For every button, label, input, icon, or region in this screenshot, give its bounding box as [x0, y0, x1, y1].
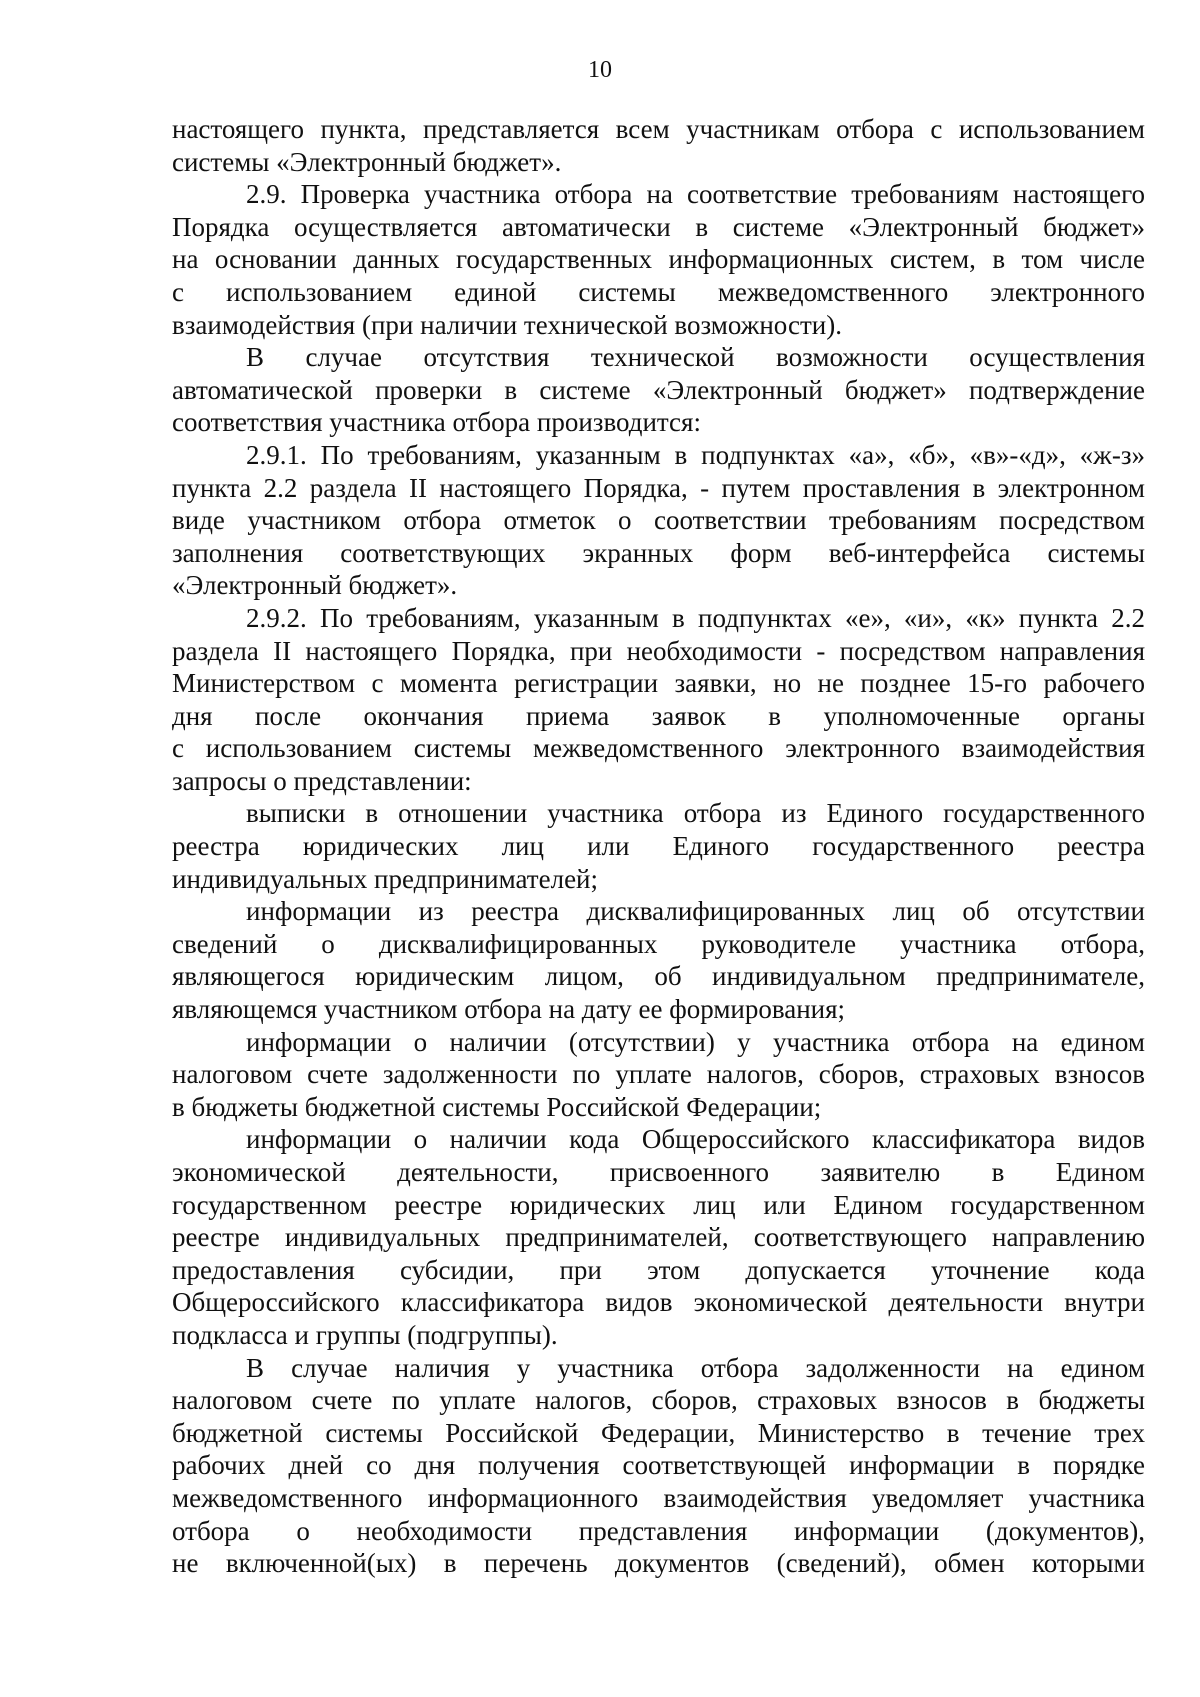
text-line: на основании данных государственных информационных систем, в том числе [172, 244, 1145, 275]
text-line: не включенной(ых) в перечень документов (сведений), обмен которыми [172, 1548, 1145, 1579]
text-line: налоговом счете по уплате налогов, сборов, страховых взносов в бюджеты [172, 1385, 1145, 1416]
text-line: бюджетной системы Российской Федерации, Министерство в течение трех [172, 1417, 1145, 1448]
text-line: экономической деятельности, присвоенного заявителю в Едином [172, 1157, 1145, 1187]
text-line: 2.9. Проверка участника отбора на соответствие требованиям настоящего [246, 179, 1145, 210]
text-line: с использованием единой системы межведомственного электронного [172, 276, 1145, 307]
text-line: информации о наличии (отсутствии) у участника отбора на едином [246, 1026, 1145, 1057]
text-line: реестра юридических лиц или Единого государственного реестра [172, 831, 1145, 862]
text-line: рабочих дней со дня получения соответствующей информации в порядке [172, 1450, 1145, 1481]
text-line: «Электронный бюджет». [172, 570, 458, 601]
text-line: государственном реестре юридических лиц или Едином государственном [172, 1189, 1145, 1220]
text-line: соответствия участника отбора производится: [172, 407, 701, 438]
text-line: настоящего пункта, представляется всем участникам отбора с использованием [172, 114, 1145, 144]
text-line: отбора о необходимости представления информации (документов), [172, 1515, 1145, 1546]
text-line: взаимодействия (при наличии технической возможности). [172, 309, 842, 340]
text-line: выписки в отношении участника отбора из Единого государственного [246, 798, 1145, 829]
text-line: являющегося юридическим лицом, об индивидуальном предпринимателе, [172, 961, 1145, 992]
text-line: автоматической проверки в системе «Электронный бюджет» подтверждение [172, 374, 1145, 405]
text-line: Министерством с момента регистрации заявки, но не позднее 15-го рабочего [172, 668, 1145, 699]
text-line: системы «Электронный бюджет». [172, 146, 562, 177]
text-line: информации из реестра дисквалифицированных лиц об отсутствии [246, 896, 1145, 927]
text-line: 2.9.2. По требованиям, указанным в подпунктах «е», «и», «к» пункта 2.2 [246, 602, 1145, 633]
text-line: налоговом счете задолженности по уплате налогов, сборов, страховых взносов [172, 1059, 1145, 1090]
text-line: Общероссийского классификатора видов экономической деятельности внутри [172, 1287, 1145, 1318]
text-line: в бюджеты бюджетной системы Российской Федерации; [172, 1091, 822, 1122]
text-line: предоставления субсидии, при этом допускается уточнение кода [172, 1254, 1145, 1285]
text-line: информации о наличии кода Общероссийского классификатора видов [246, 1124, 1145, 1155]
text-line: виде участником отбора отметок о соответствии требованиям посредством [172, 505, 1145, 536]
document-body [172, 113, 1145, 1580]
text-line: дня после окончания приема заявок в уполномоченные органы [172, 700, 1145, 731]
page-number: 10 [588, 57, 612, 83]
text-line: запросы о представлении: [172, 765, 472, 796]
text-line: 2.9.1. По требованиям, указанным в подпунктах «а», «б», «в»-«д», «ж-з» [246, 439, 1145, 470]
text-line: являющемся участником отбора на дату ее формирования; [172, 994, 846, 1025]
text-line: заполнения соответствующих экранных форм веб-интерфейса системы [172, 537, 1145, 568]
text-line: сведений о дисквалифицированных руководителе участника отбора, [172, 928, 1145, 959]
text-line: В случае отсутствия технической возможности осуществления [246, 342, 1145, 373]
text-line: В случае наличия у участника отбора задолженности на едином [246, 1352, 1145, 1383]
text-line: подкласса и группы (подгруппы). [172, 1319, 558, 1350]
text-line: раздела II настоящего Порядка, при необходимости - посредством направления [172, 635, 1145, 666]
text-line: с использованием системы межведомственного электронного взаимодействия [172, 733, 1145, 764]
text-line: реестре индивидуальных предпринимателей, соответствующего направлению [172, 1222, 1145, 1253]
text-line: Порядка осуществляется автоматически в системе «Электронный бюджет» [172, 211, 1145, 242]
text-line: пункта 2.2 раздела II настоящего Порядка, - путем проставления в электронном [172, 472, 1145, 503]
text-line: межведомственного информационного взаимодействия уведомляет участника [172, 1482, 1145, 1513]
text-line: индивидуальных предпринимателей; [172, 863, 599, 894]
